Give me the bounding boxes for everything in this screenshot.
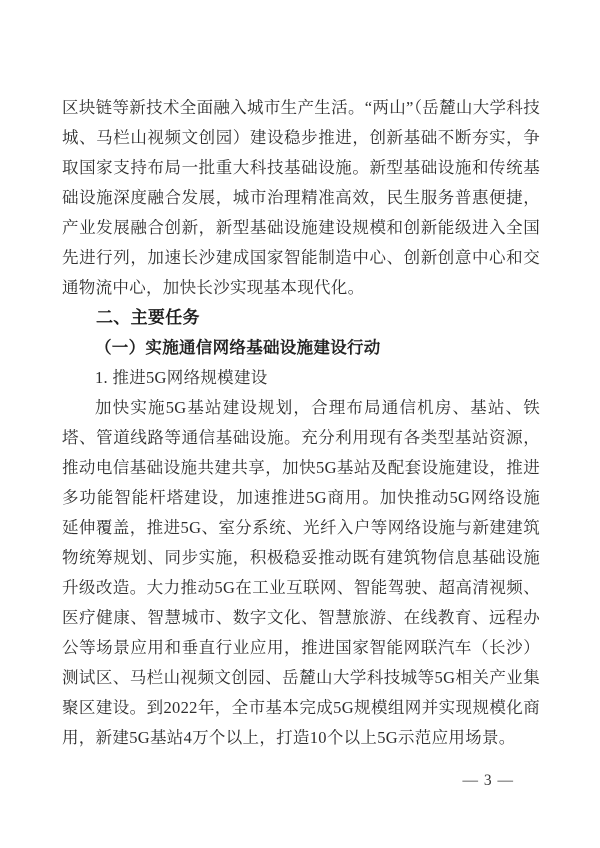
paragraph-infrastructure-overview: 区块链等新技术全面融入城市生产生活。“两山”（岳麓山大学科技城、马栏山视频文创园）建设稳步推进，创新基础不断夯实，争取国家支持布局一批重大科技基础设施。新型基础设施和传统基础设施深度融合发展，城市治理精准高效，民生服务普惠便捷，产业发展融合创新，新型基础设施建设规模和创新能级进入全国先进行列，加速长沙建成国家智能制造中心、创新创意中心和交通物流中心，加快长沙实现基本现代化。 bbox=[62, 98, 540, 297]
page-number: — 3 — bbox=[462, 772, 514, 789]
document-content bbox=[62, 93, 540, 796]
item-heading-5g-network-scale: 1. 推进5G网络规模建设 bbox=[95, 368, 268, 387]
subsection-heading-communication-network-action: （一）实施通信网络基础设施建设行动 bbox=[95, 338, 381, 357]
paragraph-5g-construction: 加快实施5G基站建设规划，合理布局通信机房、基站、铁塔、管道线路等通信基础设施。充分利用现有各类型基站资源，推动电信基础设施共建共享，加快5G基站及配套设施建设，推进多功能智能杆塔建设，加速推进5G商用。加快推动5G网络设施延伸覆盖，推进5G、室分系统、光纤入户等网络设施与新建建筑物统筹规划、同步实施，积极稳妥推动既有建筑物信息基础设施升级改造。大力推动5G在工业互联网、智能驾驶、超高清视频、医疗健康、智慧城市、数字文化、智慧旅游、在线教育、远程办公等场景应用和垂直行业应用，推进国家智能网联汽车（长沙）测试区、马栏山视频文创园、岳麓山大学科技城等5G相关产业集聚区建设。到2022年，全市基本完成5G规模组网并实现规模化商用，新建5G基站4万个以上，打造10个以上5G示范应用场景。 bbox=[62, 398, 540, 747]
section-heading-main-tasks: 二、主要任务 bbox=[96, 308, 200, 327]
